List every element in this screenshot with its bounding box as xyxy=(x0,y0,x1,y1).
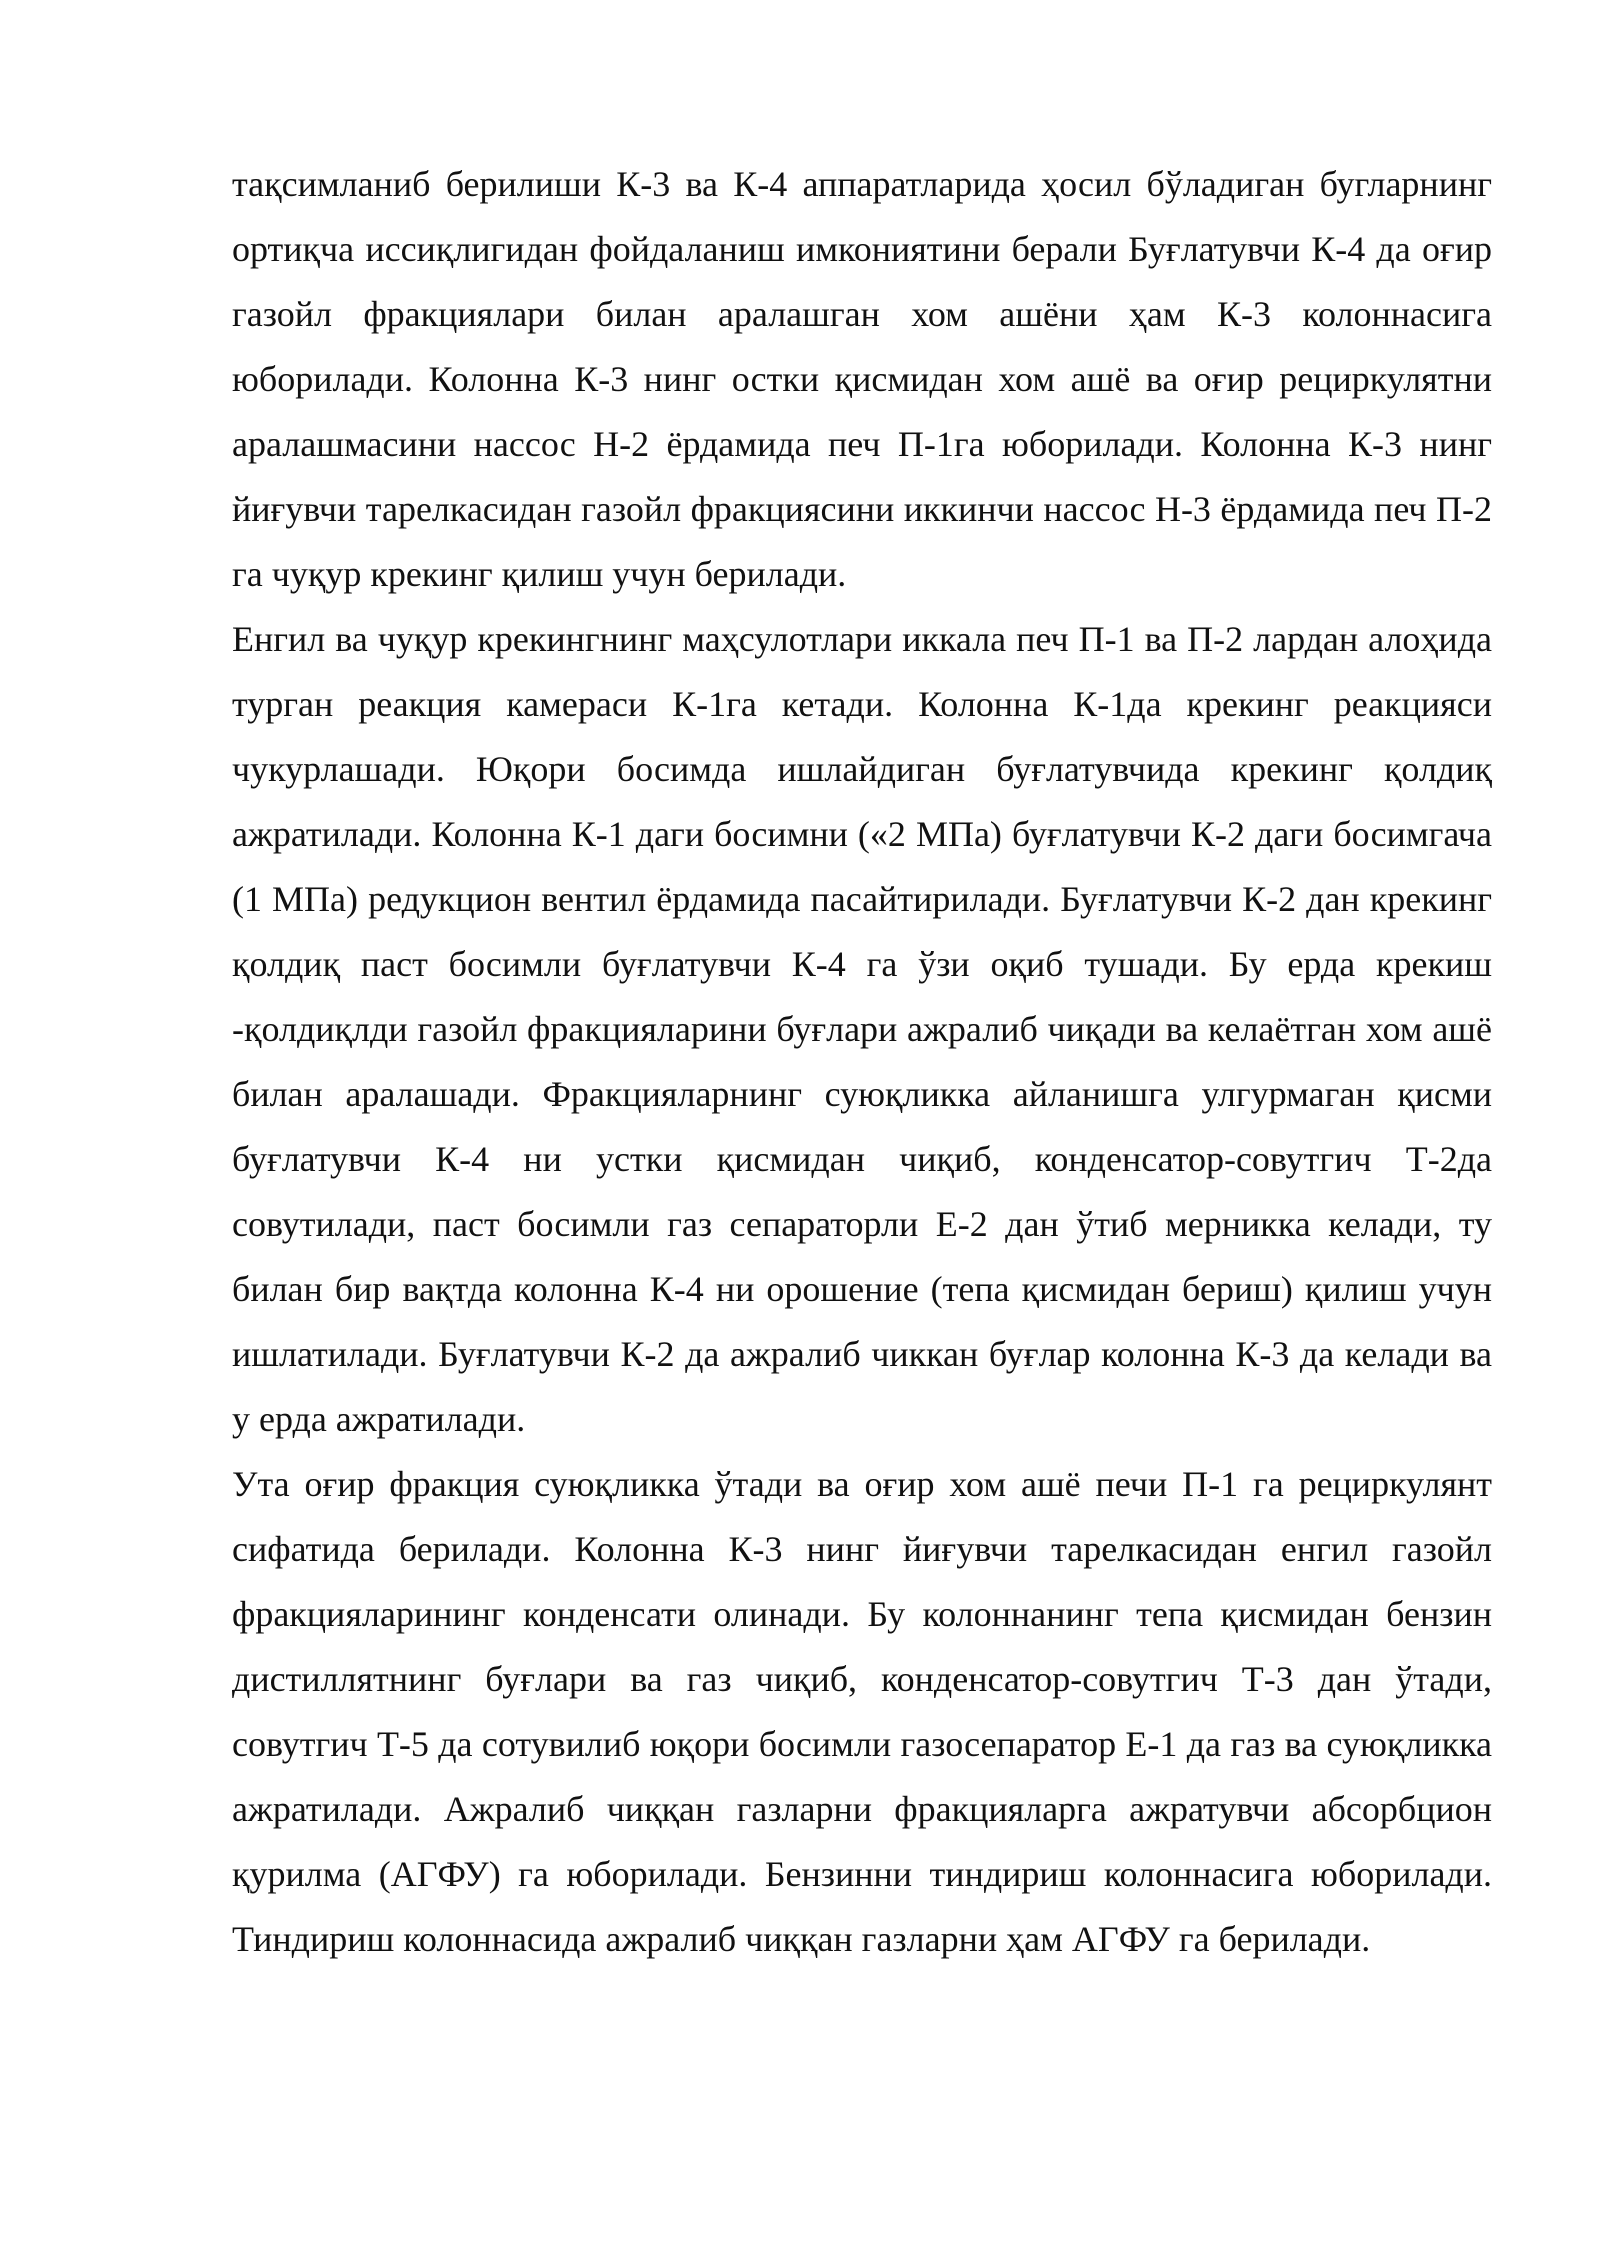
paragraph-2: Енгил ва чуқур крекингнинг маҳсулотлари иккала печ П-1 ва П-2 лардан алоҳида турган реакция камераси К-1га кетади. Колонна К-1да крекинг реакцияси чукурлашади. Юқори босимда ишлайдиган буғлатувчида крекинг қолдиқ ажратилади. Колонна К-1 даги босимни («2 МПа) буғлатувчи К-2 даги босимгача (1 МПа) редукцион вентил ёрдамида пасайтирилади. Буғлатувчи К-2 дан крекинг қолдиқ паст босимли буғлатувчи К-4 га ўзи оқиб тушади. Бу ерда крекиш -қолдиқлди газойл фракцияларини буғлари ажралиб чиқади ва келаётган хом ашё билан аралашади. Фракцияларнинг суюқликка айланишга улгурмаган қисми буғлатувчи К-4 ни устки қисмидан чиқиб, конденсатор-совутгич Т-2да совутилади, паст босимли газ сепараторли Е-2 дан ўтиб мерникка келади, ту билан бир вақтда колонна К-4 ни орошение (тепа қисмидан бериш) қилиш учун ишлатилади. Буғлатувчи К-2 да ажралиб чиккан буғлар колонна К-3 да келади ва у ерда ажратилади. xyxy=(232,619,1492,1439)
document-page xyxy=(232,152,1492,1972)
paragraph-3: Ута оғир фракция суюқликка ўтади ва оғир хом ашё печи П-1 га рециркулянт сифатида берилади. Колонна К-3 нинг йиғувчи тарелкасидан енгил газойл фракцияларининг конденсати олинади. Бу колоннанинг тепа қисмидан бензин дистиллятнинг буғлари ва газ чиқиб, конденсатор-совутгич Т-3 дан ўтади, совутгич Т-5 да сотувилиб юқори босимли газосепаратор Е-1 да газ ва суюқликка ажратилади. Ажралиб чиққан газларни фракцияларга ажратувчи абсорбцион қурилма (АГФУ) га юборилади. Бензинни тиндириш колоннасига юборилади. Тиндириш колоннасида ажралиб чиққан газларни ҳам АГФУ га берилади. xyxy=(232,1464,1492,1959)
paragraph-1: тақсимланиб берилиши К-3 ва К-4 аппаратларида ҳосил бўладиган бугларнинг ортиқча иссиқлигидан фойдаланиш имкониятини берали Буғлатувчи К-4 да оғир газойл фракциялари билан аралашган хом ашёни ҳам К-3 колоннасига юборилади. Колонна К-3 нинг остки қисмидан хом ашё ва оғир рециркулятни аралашмасини нассос Н-2 ёрдамида печ П-1га юборилади. Колонна К-3 нинг йиғувчи тарелкасидан газойл фракциясини иккинчи нассос Н-3 ёрдамида печ П-2 га чуқур крекинг қилиш учун берилади. xyxy=(232,164,1492,594)
